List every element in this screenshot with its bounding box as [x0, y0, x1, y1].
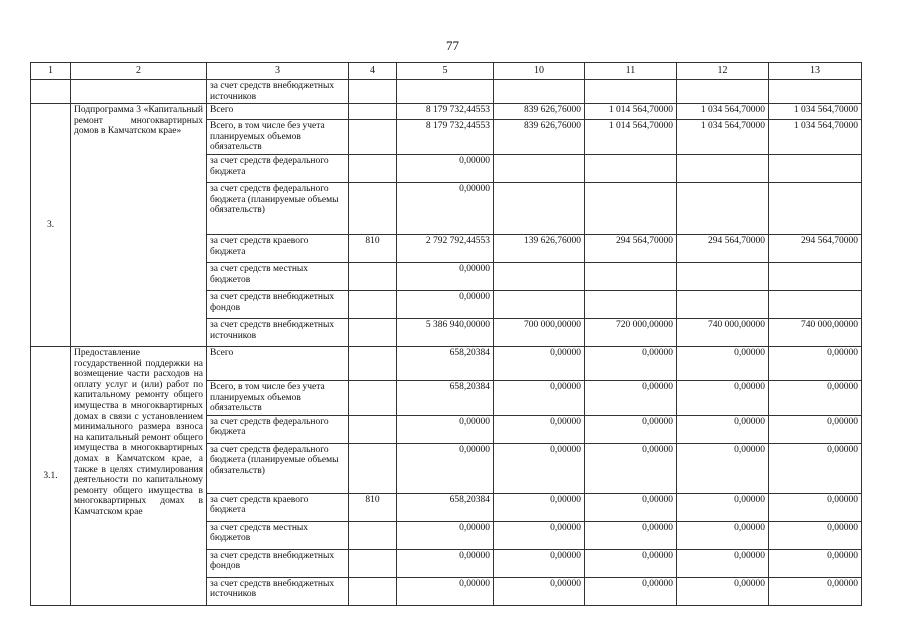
amount-col-12 [677, 290, 769, 318]
funding-source: за счет средств внебюджетных фондов [207, 549, 349, 577]
amount-col-12: 0,00000 [677, 415, 769, 443]
amount-col-11: 0,00000 [585, 443, 677, 493]
budget-code [349, 262, 397, 290]
program-name: Подпрограмма 3 «Капитальный ремонт многоквартирных домов в Камчатском крае» [71, 104, 207, 347]
amount-col-11: 0,00000 [585, 577, 677, 605]
empty-cell [769, 80, 862, 104]
amount-col-13: 1 034 564,70000 [769, 120, 862, 155]
amount-col-10: 0,00000 [494, 415, 585, 443]
amount-col-11: 0,00000 [585, 380, 677, 415]
program-name: Предоставление государственной поддержки на возмещение части расходов на оплату услуг и (или) работ по капитальному ремонту общего имущества в многоквартирных домах в связи с установлением минимального размера взноса на капитальный ремонт общего имущества в многоквартирных домах в Камчатском крае, а также в целях стимулирования деятельности по капитальному ремонту общего имущества в многоквартирных домах в Камчатском крае [71, 346, 207, 605]
table-row [31, 346, 862, 380]
amount-col-11 [585, 182, 677, 234]
amount-col-10: 0,00000 [494, 521, 585, 549]
amount-col-10: 839 626,76000 [494, 120, 585, 155]
amount-col-12: 0,00000 [677, 549, 769, 577]
amount-col-12: 0,00000 [677, 577, 769, 605]
amount-col-13: 740 000,00000 [769, 318, 862, 346]
amount-col-11: 294 564,70000 [585, 234, 677, 262]
amount-col-11: 0,00000 [585, 521, 677, 549]
column-number: 13 [769, 63, 862, 80]
amount-col-10 [494, 262, 585, 290]
amount-total: 0,00000 [397, 262, 494, 290]
amount-total: 5 386 940,00000 [397, 318, 494, 346]
budget-code [349, 104, 397, 120]
budget-code: 810 [349, 493, 397, 521]
funding-source: Всего [207, 104, 349, 120]
budget-code [349, 443, 397, 493]
budget-code: 810 [349, 234, 397, 262]
amount-col-11: 0,00000 [585, 415, 677, 443]
budget-code [349, 415, 397, 443]
amount-col-10 [494, 182, 585, 234]
amount-col-10: 139 626,76000 [494, 234, 585, 262]
column-number: 3 [207, 63, 349, 80]
empty-cell [349, 80, 397, 104]
budget-code [349, 577, 397, 605]
amount-col-11: 0,00000 [585, 493, 677, 521]
funding-source: за счет средств федерального бюджета (планируемые объемы обязательств) [207, 443, 349, 493]
funding-source: за счет средств краевого бюджета [207, 234, 349, 262]
amount-col-13: 0,00000 [769, 443, 862, 493]
funding-source: за счет средств внебюджетных фондов [207, 290, 349, 318]
amount-col-13: 0,00000 [769, 415, 862, 443]
amount-col-13 [769, 290, 862, 318]
amount-col-12 [677, 154, 769, 182]
amount-total: 2 792 792,44553 [397, 234, 494, 262]
amount-total: 658,20384 [397, 346, 494, 380]
column-number-row [31, 63, 862, 80]
program-index: 3.1. [31, 346, 71, 605]
budget-code [349, 318, 397, 346]
amount-col-12: 294 564,70000 [677, 234, 769, 262]
budget-code [349, 380, 397, 415]
amount-col-12: 740 000,00000 [677, 318, 769, 346]
budget-code [349, 182, 397, 234]
amount-col-10: 0,00000 [494, 443, 585, 493]
amount-total: 0,00000 [397, 521, 494, 549]
amount-total: 8 179 732,44553 [397, 104, 494, 120]
amount-total: 8 179 732,44553 [397, 120, 494, 155]
amount-col-12: 0,00000 [677, 380, 769, 415]
empty-cell [494, 80, 585, 104]
amount-col-10: 0,00000 [494, 549, 585, 577]
funding-source: за счет средств местных бюджетов [207, 262, 349, 290]
amount-col-13: 0,00000 [769, 521, 862, 549]
amount-total: 0,00000 [397, 182, 494, 234]
amount-col-11: 0,00000 [585, 549, 677, 577]
amount-col-12: 0,00000 [677, 346, 769, 380]
empty-cell [71, 80, 207, 104]
funding-source: за счет средств федерального бюджета (планируемые объемы обязательств) [207, 182, 349, 234]
amount-total: 658,20384 [397, 380, 494, 415]
amount-col-10: 0,00000 [494, 380, 585, 415]
funding-source: за счет средств внебюджетных источников [207, 80, 349, 104]
amount-col-11 [585, 262, 677, 290]
amount-col-12: 0,00000 [677, 493, 769, 521]
table-row [31, 80, 862, 104]
column-number: 2 [71, 63, 207, 80]
amount-col-11 [585, 290, 677, 318]
amount-col-13: 0,00000 [769, 577, 862, 605]
funding-source: Всего, в том числе без учета планируемых объемов обязательств [207, 120, 349, 155]
amount-col-11: 1 014 564,70000 [585, 120, 677, 155]
budget-table [30, 62, 862, 606]
amount-col-13: 0,00000 [769, 549, 862, 577]
amount-col-13: 0,00000 [769, 380, 862, 415]
amount-total: 0,00000 [397, 577, 494, 605]
column-number: 5 [397, 63, 494, 80]
column-number: 10 [494, 63, 585, 80]
amount-col-12 [677, 182, 769, 234]
funding-source: за счет средств внебюджетных источников [207, 318, 349, 346]
column-number: 4 [349, 63, 397, 80]
empty-cell [31, 80, 71, 104]
amount-col-13: 1 034 564,70000 [769, 104, 862, 120]
amount-col-12: 1 034 564,70000 [677, 104, 769, 120]
amount-col-12: 1 034 564,70000 [677, 120, 769, 155]
page-number: 77 [446, 38, 459, 53]
amount-col-10: 700 000,00000 [494, 318, 585, 346]
budget-code [349, 154, 397, 182]
column-number: 12 [677, 63, 769, 80]
amount-col-13 [769, 182, 862, 234]
amount-col-11: 1 014 564,70000 [585, 104, 677, 120]
column-number: 1 [31, 63, 71, 80]
amount-col-12: 0,00000 [677, 443, 769, 493]
amount-total: 0,00000 [397, 549, 494, 577]
amount-col-13 [769, 154, 862, 182]
budget-code [349, 549, 397, 577]
budget-code [349, 120, 397, 155]
amount-col-11 [585, 154, 677, 182]
amount-col-12 [677, 262, 769, 290]
amount-col-13 [769, 262, 862, 290]
amount-col-13: 0,00000 [769, 346, 862, 380]
amount-col-10: 839 626,76000 [494, 104, 585, 120]
amount-total: 0,00000 [397, 290, 494, 318]
amount-col-11: 0,00000 [585, 346, 677, 380]
funding-source: за счет средств внебюджетных источников [207, 577, 349, 605]
amount-total: 0,00000 [397, 443, 494, 493]
amount-col-10 [494, 290, 585, 318]
amount-col-13: 0,00000 [769, 493, 862, 521]
funding-source: Всего [207, 346, 349, 380]
budget-code [349, 290, 397, 318]
program-index: 3. [31, 104, 71, 347]
amount-total: 658,20384 [397, 493, 494, 521]
empty-cell [677, 80, 769, 104]
table-row [31, 104, 862, 120]
budget-code [349, 521, 397, 549]
funding-source: Всего, в том числе без учета планируемых объемов обязательств [207, 380, 349, 415]
amount-total: 0,00000 [397, 415, 494, 443]
funding-source: за счет средств федерального бюджета [207, 415, 349, 443]
amount-col-11: 720 000,00000 [585, 318, 677, 346]
column-number: 11 [585, 63, 677, 80]
empty-cell [397, 80, 494, 104]
amount-col-12: 0,00000 [677, 521, 769, 549]
funding-source: за счет средств федерального бюджета [207, 154, 349, 182]
amount-col-10: 0,00000 [494, 346, 585, 380]
empty-cell [585, 80, 677, 104]
budget-code [349, 346, 397, 380]
amount-col-10: 0,00000 [494, 577, 585, 605]
funding-source: за счет средств местных бюджетов [207, 521, 349, 549]
funding-source: за счет средств краевого бюджета [207, 493, 349, 521]
amount-col-10: 0,00000 [494, 493, 585, 521]
amount-col-13: 294 564,70000 [769, 234, 862, 262]
amount-col-10 [494, 154, 585, 182]
amount-total: 0,00000 [397, 154, 494, 182]
